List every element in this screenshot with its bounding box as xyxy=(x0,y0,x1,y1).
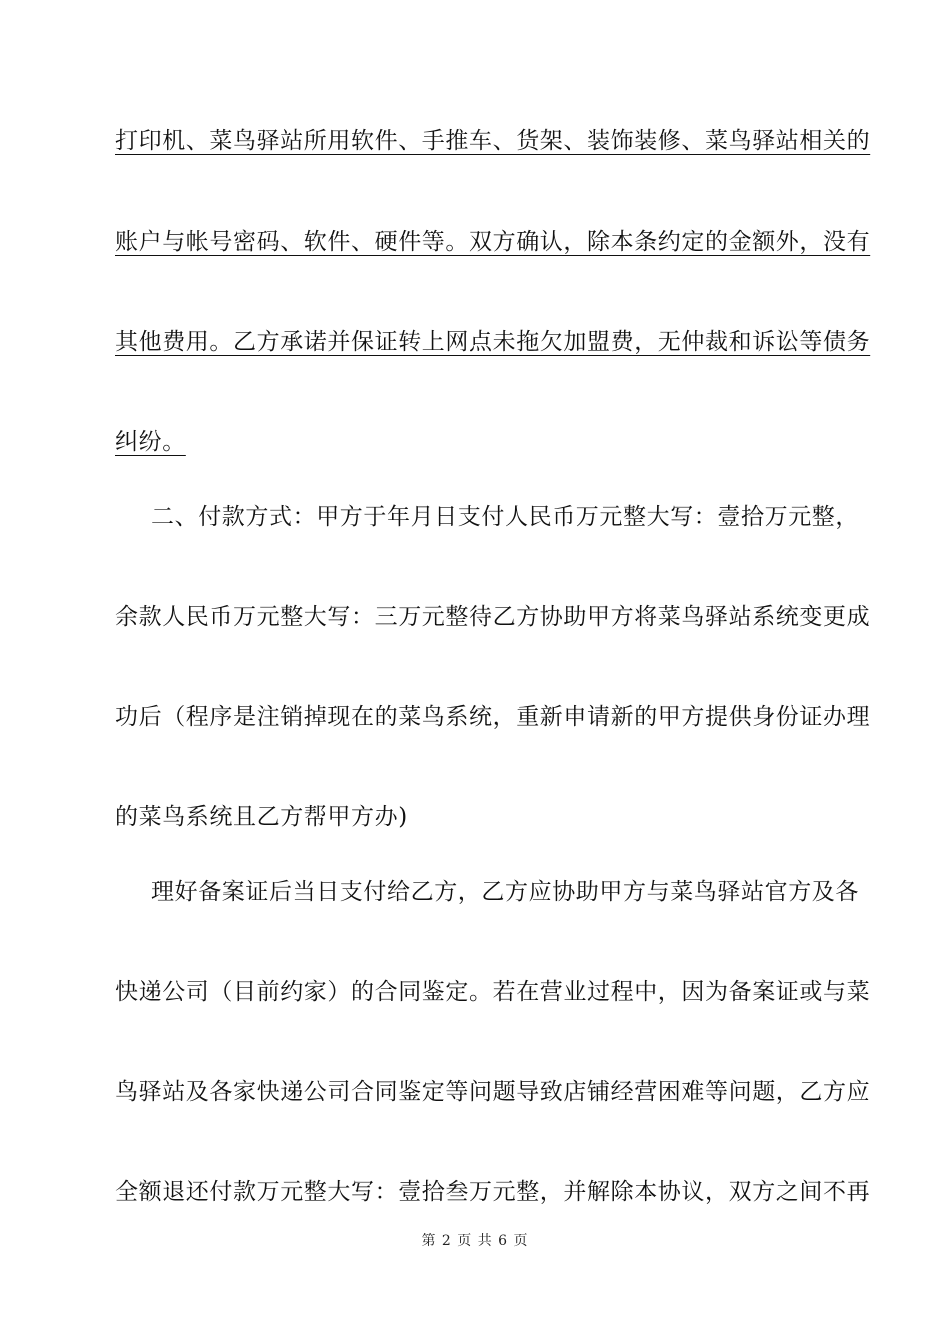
refund-clause-line-2: 快递公司（目前约家）的合同鉴定。若在营业过程中，因为备案证或与菜 xyxy=(115,979,871,1005)
payment-clause-line-2: 余款人民币万元整大写：三万元整待乙方协助甲方将菜鸟驿站系统变更成 xyxy=(115,604,871,630)
refund-clause-line-4: 全额退还付款万元整大写：壹拾叁万元整，并解除本协议，双方之间不再 xyxy=(115,1179,871,1205)
paragraph-line-3: 其他费用。乙方承诺并保证转上网点未拖欠加盟费，无仲裁和诉讼等债务 xyxy=(115,329,871,355)
payment-clause-line-4: 的菜鸟系统且乙方帮甲方办) xyxy=(115,804,408,830)
paragraph-line-4: 纠纷。 xyxy=(115,429,186,455)
refund-clause-line-3: 鸟驿站及各家快递公司合同鉴定等问题导致店铺经营困难等问题，乙方应 xyxy=(115,1079,871,1105)
payment-clause-line-1: 二、付款方式：甲方于年月日支付人民币万元整大写：壹拾万元整， xyxy=(151,504,859,530)
paragraph-line-1: 打印机、菜鸟驿站所用软件、手推车、货架、装饰装修、菜鸟驿站相关的 xyxy=(115,128,871,154)
payment-clause-line-3: 功后（程序是注销掉现在的菜鸟系统，重新申请新的甲方提供身份证办理 xyxy=(115,704,871,730)
paragraph-line-2: 账户与帐号密码、软件、硬件等。双方确认，除本条约定的金额外，没有 xyxy=(115,229,871,255)
page-number: 第 2 页 共 6 页 xyxy=(421,1233,529,1249)
refund-clause-line-1: 理好备案证后当日支付给乙方，乙方应协助甲方与菜鸟驿站官方及各 xyxy=(151,879,859,905)
